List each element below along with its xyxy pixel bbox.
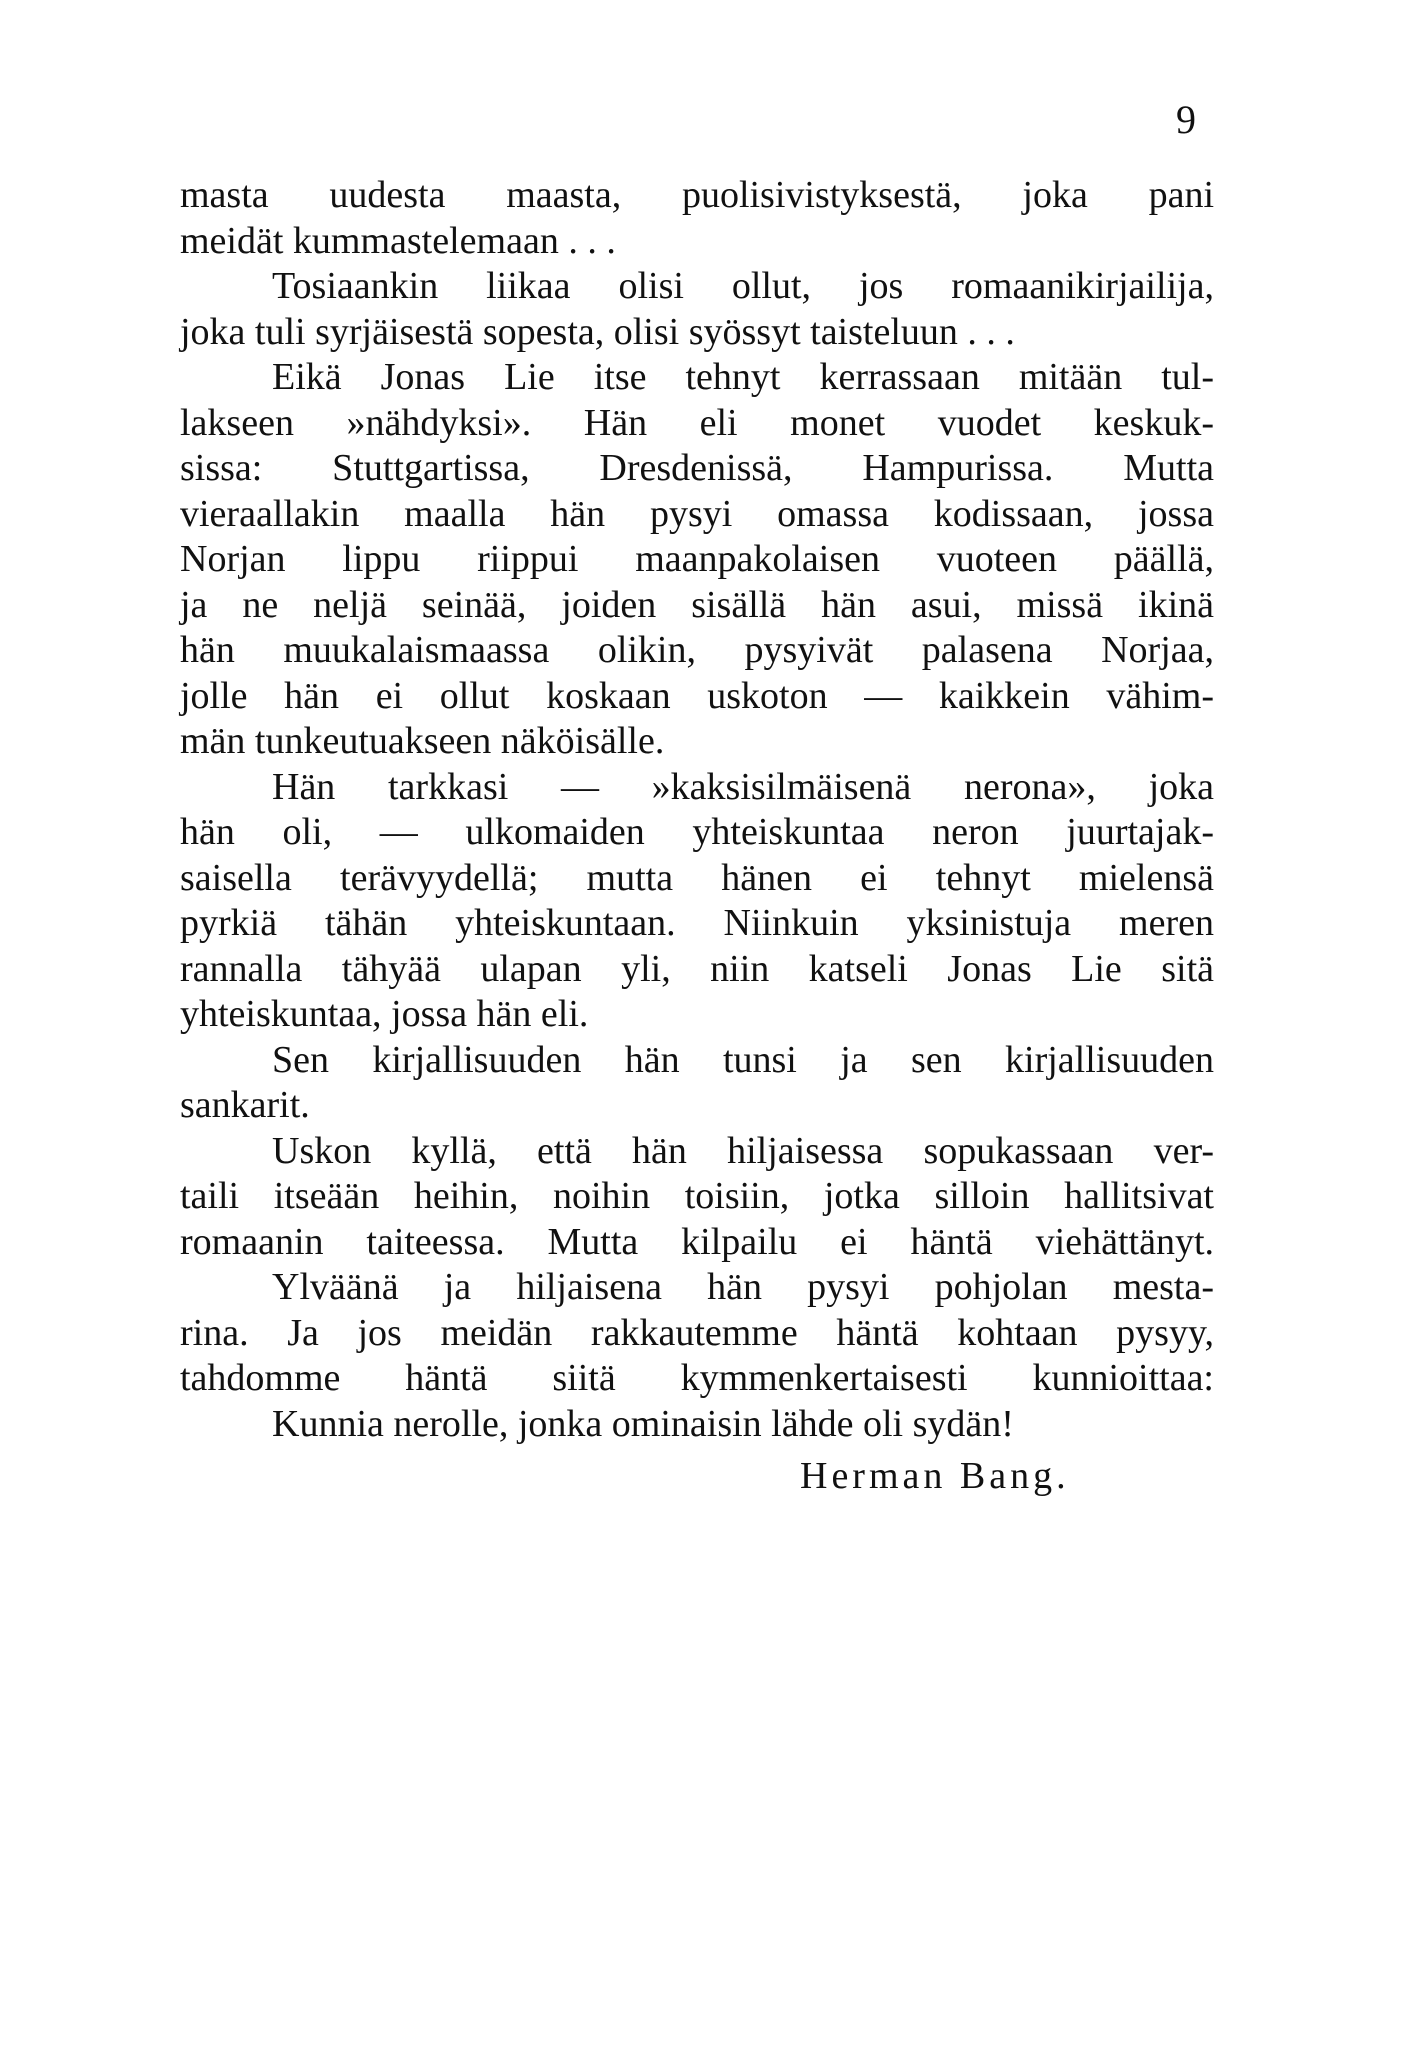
text-line: vieraallakin maalla hän pysyi omassa kodissaan, jossa bbox=[180, 492, 1214, 535]
text-line: Sen kirjallisuuden hän tunsi ja sen kirjallisuuden bbox=[272, 1038, 1214, 1081]
body-text bbox=[180, 173, 1214, 1447]
text-line: joka tuli syrjäisestä sopesta, olisi syössyt taisteluun . . . bbox=[180, 310, 1015, 353]
text-line: lakseen »nähdyksi». Hän eli monet vuodet keskuk- bbox=[180, 401, 1214, 444]
text-line: Uskon kyllä, että hän hiljaisessa sopukassaan ver- bbox=[272, 1129, 1214, 1172]
text-line: Hän tarkkasi — »kaksisilmäisenä nerona», joka bbox=[272, 765, 1214, 808]
author-signature: Herman Bang. bbox=[800, 1455, 1070, 1497]
text-line: Kunnia nerolle, jonka ominaisin lähde oli sydän! bbox=[272, 1402, 1014, 1445]
text-line: Tosiaankin liikaa olisi ollut, jos romaanikirjailija, bbox=[272, 265, 1214, 307]
text-line: Norjan lippu riippui maanpakolaisen vuoteen päällä, bbox=[180, 538, 1214, 580]
text-line: rannalla tähyää ulapan yli, niin katseli Jonas Lie sitä bbox=[180, 947, 1214, 990]
text-line: rina. Ja jos meidän rakkautemme häntä kohtaan pysyy, bbox=[180, 1311, 1214, 1354]
text-line: sankarit. bbox=[180, 1084, 310, 1126]
text-line: jolle hän ei ollut koskaan uskoton — kaikkein vähim- bbox=[180, 674, 1214, 717]
text-line: saisella terävyydellä; mutta hänen ei tehnyt mielensä bbox=[180, 856, 1214, 899]
text-line: yhteiskuntaa, jossa hän eli. bbox=[180, 993, 589, 1035]
text-line: meidät kummastelemaan . . . bbox=[180, 219, 616, 262]
text-line: pyrkiä tähän yhteiskuntaan. Niinkuin yksinistuja meren bbox=[180, 902, 1214, 944]
text-line: tahdomme häntä siitä kymmenkertaisesti kunnioittaa: bbox=[180, 1357, 1214, 1399]
text-line: taili itseään heihin, noihin toisiin, jotka silloin hallitsivat bbox=[180, 1175, 1214, 1217]
text-line: män tunkeutuakseen näköisälle. bbox=[180, 720, 665, 762]
text-line: ja ne neljä seinää, joiden sisällä hän asui, missä ikinä bbox=[180, 583, 1214, 626]
text-line: hän muukalaismaassa olikin, pysyivät palasena Norjaa, bbox=[180, 629, 1214, 671]
text-line: hän oli, — ulkomaiden yhteiskuntaa neron juurtajak- bbox=[180, 811, 1214, 853]
text-line: Eikä Jonas Lie itse tehnyt kerrassaan mitään tul- bbox=[272, 356, 1214, 398]
text-line: sissa: Stuttgartissa, Dresdenissä, Hampurissa. Mutta bbox=[180, 447, 1214, 489]
text-line: masta uudesta maasta, puolisivistyksestä, joka pani bbox=[180, 174, 1214, 216]
page-number: 9 bbox=[1176, 97, 1196, 142]
text-line: romaanin taiteessa. Mutta kilpailu ei häntä viehättänyt. bbox=[180, 1220, 1214, 1263]
text-line: Ylväänä ja hiljaisena hän pysyi pohjolan mesta- bbox=[272, 1266, 1214, 1308]
